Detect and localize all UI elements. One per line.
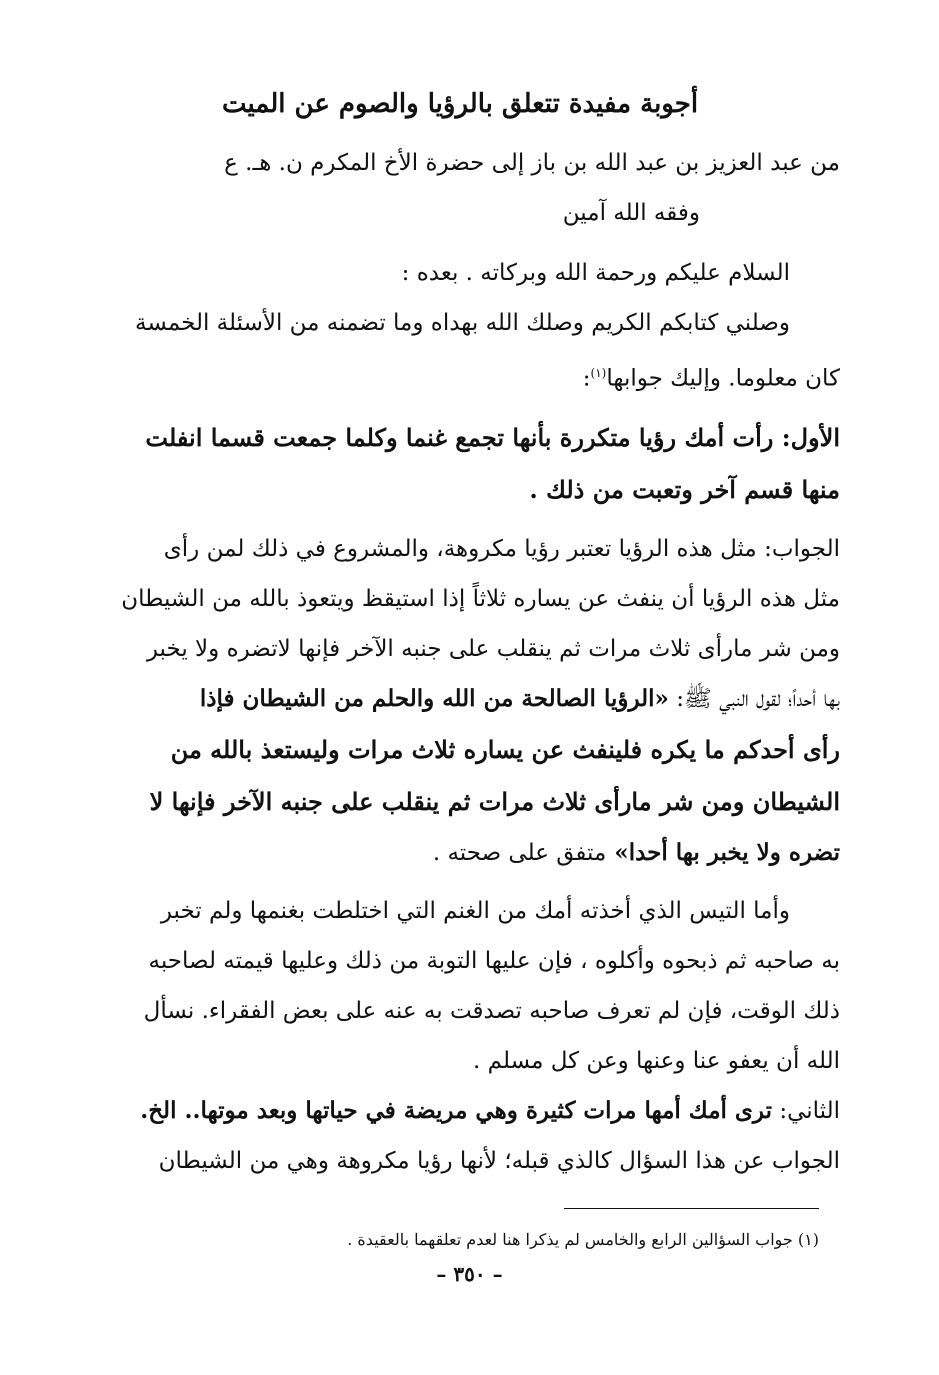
intro-text: كان معلوما. وإليك جوابها bbox=[606, 365, 840, 392]
letter-blessing: وفقه الله آمين bbox=[562, 200, 700, 226]
paragraph-2-line-1: وأما التيس الذي أخذته أمك من الغنم التي اختلطت بغنمها ولم تخبر bbox=[160, 897, 790, 924]
letter-intro-line-1: وصلني كتابكم الكريم وصلك الله بهداه وما تضمنه من الأسئلة الخمسة bbox=[134, 310, 790, 336]
answer-2-line-1: الجواب عن هذا السؤال كالذي قبله؛ لأنها رؤيا مكروهة وهي من الشيطان bbox=[158, 1147, 840, 1174]
answer-1-line-4 bbox=[80, 674, 840, 724]
answer-1-line-7 bbox=[80, 828, 840, 878]
letter-intro-line-2 bbox=[80, 348, 840, 404]
footnote-divider bbox=[564, 1208, 819, 1209]
question-2 bbox=[80, 1086, 840, 1136]
paragraph-2-line-2: به صاحبه ثم ذبحوه وأكلوه ، فإن عليها التوبة من ذلك وعليها قيمته لصاحبه bbox=[148, 947, 840, 974]
answer-1-line-2: مثل هذه الرؤيا أن ينفث عن يساره ثلاثاً إذا استيقظ ويتعوذ بالله من الشيطان bbox=[121, 585, 840, 612]
answer-1-line-5: رأى أحدكم ما يكره فلينفث عن يساره ثلاث مرات وليستعذ بالله من bbox=[170, 734, 840, 764]
paragraph-2-line-3: ذلك الوقت، فإن لم تعرف صاحبه تصدقت به عنه على بعض الفقراء. نسأل bbox=[143, 997, 840, 1024]
intro-colon: : bbox=[582, 365, 591, 392]
page-number: – ٣٥٠ – bbox=[436, 1262, 503, 1286]
paragraph-2-line-4: الله أن يعفو عنا وعنها وعن كل مسلم . bbox=[473, 1047, 840, 1074]
question-2-label: الثاني: bbox=[772, 1097, 840, 1124]
page-body bbox=[80, 80, 840, 1186]
answer-1-line-3: ومن شر مارأى ثلاث مرات ثم ينقلب على جنبه الآخر فإنها لاتضره ولا يخبر bbox=[146, 635, 840, 662]
question-2-text: ترى أمك أمها مرات كثيرة وهي مريضة في حياتها وبعد موتها.. الخ. bbox=[140, 1096, 773, 1124]
letter-greeting: السلام عليكم ورحمة الله وبركاته . بعده : bbox=[401, 260, 790, 286]
answer-1-line-1: الجواب: مثل هذه الرؤيا تعتبر رؤيا مكروهة، والمشروع في ذلك لمن رأى bbox=[163, 535, 840, 562]
hadith-end: تضره ولا يخبر بها أحدا» bbox=[606, 838, 840, 866]
question-1-line-1: الأول: رأت أمك رؤيا متكررة بأنها تجمع غنما وكلما جمعت قسما انفلت bbox=[145, 422, 840, 452]
answer-1-line-6: الشيطان ومن شر مارأى ثلاث مرات ثم ينقلب على جنبه الآخر فإنها لا bbox=[149, 786, 840, 816]
page-title: أجوبة مفيدة تتعلق بالرؤيا والصوم عن الميت bbox=[221, 89, 699, 119]
footnote-ref: (١) bbox=[590, 366, 607, 380]
question-1-line-2: منها قسم آخر وتعبت من ذلك . bbox=[529, 474, 840, 504]
footnote: (١) جواب السؤالين الرابع والخامس لم يذكرا هنا لعدم تعلقهما بالعقيدة . bbox=[347, 1230, 819, 1249]
hadith-start: «الرؤيا الصالحة من الله والحلم من الشيطان فإذا bbox=[199, 684, 669, 712]
answer-1-line-4-normal: بها أحداً؛ لقول النبي ﷺ: bbox=[668, 685, 840, 712]
letter-from-line: من عبد العزيز بن عبد الله بن باز إلى حضرة الأخ المكرم ن. هـ. ع bbox=[224, 150, 840, 176]
answer-1-line-7-normal: متفق على صحته . bbox=[432, 839, 607, 866]
